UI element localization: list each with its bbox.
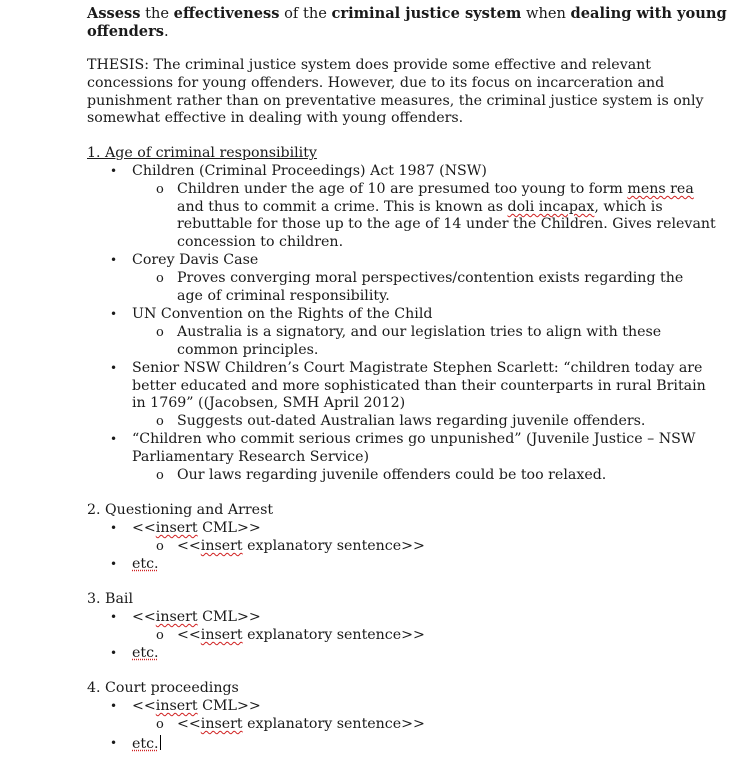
list-item-line: in 1769” ((Jacobsen, SMH April 2012) <box>132 395 406 411</box>
sub-list-line <box>177 627 425 645</box>
text: << <box>132 698 156 714</box>
text: << <box>177 627 201 643</box>
text: CML>> <box>197 698 261 714</box>
spell-flagged-text: insert <box>200 627 243 643</box>
sub-list-line: Australia is a signatory, and our legislation tries to align with these <box>177 324 662 340</box>
list-item <box>132 609 261 627</box>
essay-question <box>87 5 727 41</box>
text: << <box>177 538 201 554</box>
title-text: the <box>140 5 174 22</box>
thesis-line: punishment rather than on preventative measures, the criminal justice system is only <box>87 92 704 109</box>
sub-bullet-icon: o <box>156 468 164 483</box>
spell-flagged-text: doli incapax <box>507 199 595 215</box>
list-item-line: better educated and more sophisticated than their counterparts in rural Britain <box>132 378 706 394</box>
bullet-icon: • <box>110 361 118 375</box>
text: explanatory sentence>> <box>242 627 425 643</box>
sub-list-line: Our laws regarding juvenile offenders could be too relaxed. <box>177 467 607 483</box>
list-item <box>132 645 159 663</box>
bullet-icon: • <box>110 521 118 535</box>
section-heading-1: 1. Age of criminal responsibility <box>87 145 317 161</box>
spell-flagged-text: mens rea <box>627 181 694 197</box>
list-item <box>132 556 159 574</box>
sub-list-line: age of criminal responsibility. <box>177 288 390 304</box>
text: Children under the age of 10 are presumed too young to form <box>177 181 628 197</box>
text: . <box>154 645 159 661</box>
bullet-icon: • <box>110 307 118 321</box>
sub-list-line <box>177 716 425 734</box>
spell-flagged-text: insert <box>155 698 198 714</box>
grammar-flagged-text: etc <box>132 645 155 661</box>
section-heading-4: 4. Court proceedings <box>87 680 239 696</box>
title-text: when <box>521 5 571 22</box>
list-item-line: “Children who commit serious crimes go unpunished” (Juvenile Justice – NSW <box>132 431 696 447</box>
grammar-flagged-text: etc <box>132 556 155 572</box>
sub-bullet-icon: o <box>156 717 164 732</box>
text: . <box>154 736 159 752</box>
text: CML>> <box>197 520 261 536</box>
section-heading-2: 2. Questioning and Arrest <box>87 502 274 518</box>
text: explanatory sentence>> <box>242 716 425 732</box>
bullet-icon: • <box>110 699 118 713</box>
thesis-line: somewhat effective in dealing with young offenders. <box>87 110 464 127</box>
list-item <box>132 520 261 538</box>
text: and thus to commit a crime. This is known as <box>177 199 508 215</box>
title-bold-dealing: dealing with young <box>570 5 727 22</box>
bullet-icon: • <box>110 253 118 267</box>
bullet-icon: • <box>110 646 118 660</box>
grammar-flagged-text: etc <box>132 736 155 752</box>
list-item <box>132 698 261 716</box>
title-bold-effectiveness: effectiveness <box>173 5 280 22</box>
spell-flagged-text: insert <box>155 520 198 536</box>
text: . <box>154 556 159 572</box>
thesis-line: THESIS: The criminal justice system does provide some effective and relevant <box>87 57 652 73</box>
sub-list-line: common principles. <box>177 342 319 358</box>
text: << <box>132 520 156 536</box>
sub-bullet-icon: o <box>156 271 164 286</box>
text: CML>> <box>197 609 261 625</box>
list-item-line: Parliamentary Research Service) <box>132 449 370 465</box>
bullet-icon: • <box>110 610 118 624</box>
text: , which is <box>594 199 663 215</box>
sub-list-line: concession to children. <box>177 234 344 250</box>
thesis-paragraph <box>87 57 704 128</box>
text: << <box>132 609 156 625</box>
sub-list-line: Suggests out-dated Australian laws regarding juvenile offenders. <box>177 413 646 429</box>
list-item-line: Senior NSW Children’s Court Magistrate Stephen Scarlett: “children today are <box>132 360 703 376</box>
title-bold-cjs: criminal justice system <box>331 5 522 22</box>
title-bold-assess: Assess <box>87 5 141 22</box>
sub-bullet-icon: o <box>156 539 164 554</box>
bullet-icon: • <box>110 432 118 446</box>
list-item[interactable] <box>132 735 161 754</box>
sub-bullet-icon: o <box>156 414 164 429</box>
sub-list-line <box>177 199 663 217</box>
sub-list-line <box>177 181 694 199</box>
bullet-icon: • <box>110 557 118 571</box>
bullet-icon: • <box>110 736 118 750</box>
sub-bullet-icon: o <box>156 628 164 643</box>
title-text: of the <box>279 5 332 22</box>
bullet-icon: • <box>110 164 118 178</box>
spell-flagged-text: insert <box>200 716 243 732</box>
text-cursor <box>160 735 161 750</box>
text: << <box>177 716 201 732</box>
thesis-line: concessions for young offenders. However, due to its focus on incarceration and <box>87 74 665 91</box>
list-item: Corey Davis Case <box>132 252 259 268</box>
title-text: . <box>164 23 169 40</box>
sub-list-line <box>177 538 425 556</box>
sub-list-line: Proves converging moral perspectives/contention exists regarding the <box>177 270 684 286</box>
title-bold-offenders: offenders <box>87 23 165 40</box>
spell-flagged-text: insert <box>155 609 198 625</box>
text: explanatory sentence>> <box>242 538 425 554</box>
sub-bullet-icon: o <box>156 325 164 340</box>
list-item: UN Convention on the Rights of the Child <box>132 306 433 322</box>
section-heading-3: 3. Bail <box>87 591 134 607</box>
sub-list-line: rebuttable for those up to the age of 14 under the Children. Gives relevant <box>177 216 716 232</box>
list-item: Children (Criminal Proceedings) Act 1987 (NSW) <box>132 163 487 179</box>
sub-bullet-icon: o <box>156 182 164 197</box>
spell-flagged-text: insert <box>200 538 243 554</box>
